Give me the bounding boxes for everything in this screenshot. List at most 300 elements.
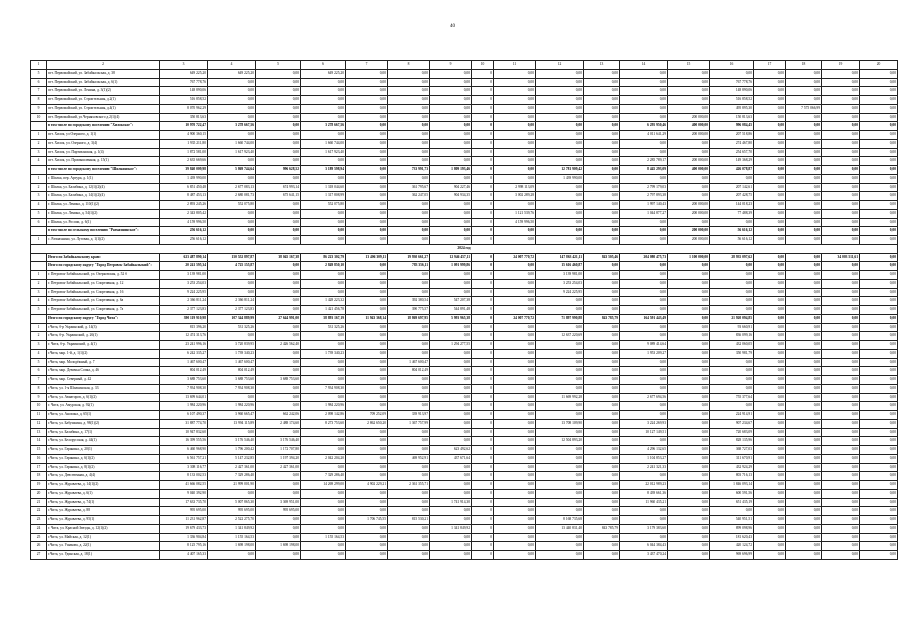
amount-cell: 1 367 757,99: [388, 419, 430, 428]
amount-cell: 0,00: [860, 192, 898, 201]
year-row: [31, 244, 898, 253]
amount-cell: 0,00: [208, 96, 256, 105]
amount-cell: 0,00: [786, 218, 822, 227]
amount-cell: 0,00: [494, 69, 536, 78]
amount-cell: 0,00: [584, 192, 620, 201]
amount-cell: 0,00: [822, 279, 860, 288]
amount-cell: 0,00: [822, 87, 860, 96]
amount-cell: 0,00: [786, 533, 822, 542]
amount-cell: 0,00: [301, 367, 346, 376]
row-number: [31, 262, 47, 271]
amount-cell: 0,00: [786, 279, 822, 288]
amount-cell: 0,00: [786, 131, 822, 140]
table-row: [31, 148, 898, 157]
table-row: [31, 87, 898, 96]
amount-cell: 0,00: [822, 367, 860, 376]
register-table: [30, 60, 898, 560]
row-number: 4: [31, 349, 47, 358]
amount-cell: 0,00: [301, 498, 346, 507]
amount-cell: 0,00: [208, 227, 256, 236]
amount-cell: 0,00: [430, 358, 472, 367]
amount-cell: 0,00: [536, 148, 584, 157]
amount-cell: 207 142,61: [710, 183, 754, 192]
amount-cell: 0,00: [860, 148, 898, 157]
amount-cell: 649 225,20: [301, 69, 346, 78]
amount-cell: 0,00: [388, 498, 430, 507]
amount-cell: 0: [472, 262, 494, 271]
amount-cell: 0,00: [494, 472, 536, 481]
amount-cell: 0,00: [536, 551, 584, 560]
amount-cell: 204 080 475,73: [620, 253, 668, 262]
amount-cell: 0,00: [256, 323, 301, 332]
column-number: 9: [430, 61, 472, 70]
amount-cell: 0,00: [494, 507, 536, 516]
amount-cell: 0,00: [430, 113, 472, 122]
amount-cell: 651 435,19: [710, 498, 754, 507]
amount-cell: 0,00: [584, 419, 620, 428]
amount-cell: 0,00: [256, 227, 301, 236]
table-row: [31, 332, 898, 341]
amount-cell: 0,00: [494, 148, 536, 157]
amount-cell: 0,00: [668, 472, 710, 481]
address-cell: г.Чита, ул. Журавлева, д. 74(1): [47, 498, 160, 507]
amount-cell: 0,00: [754, 87, 786, 96]
amount-cell: 0,00: [668, 78, 710, 87]
amount-cell: 996 628,52: [256, 166, 301, 175]
row-number: 3: [31, 192, 47, 201]
amount-cell: 0: [472, 446, 494, 455]
amount-cell: 0,00: [620, 507, 668, 516]
amount-cell: 0,00: [860, 262, 898, 271]
address-cell: с. Размахнино, ул. Луговая, д. 1(1)(2): [47, 236, 160, 245]
amount-cell: 552 075,80: [301, 201, 346, 210]
amount-cell: 0,00: [860, 209, 898, 218]
amount-cell: 0,00: [710, 376, 754, 385]
amount-cell: 9 040 392,90: [160, 489, 208, 498]
amount-cell: 0,00: [494, 104, 536, 113]
amount-cell: 0,00: [346, 104, 388, 113]
amount-cell: 1 698 198,00: [256, 542, 301, 551]
amount-cell: 0,00: [494, 498, 536, 507]
row-number: 1: [31, 236, 47, 245]
amount-cell: 0,00: [584, 516, 620, 525]
amount-cell: 0,00: [860, 201, 898, 210]
amount-cell: 6 044 384,43: [620, 542, 668, 551]
amount-cell: 0,00: [668, 446, 710, 455]
amount-cell: 0,00: [584, 376, 620, 385]
address-cell: г.Чита, ул. Анохина, д. 65(1): [47, 411, 160, 420]
amount-cell: 390 119 910,98: [160, 314, 208, 323]
amount-cell: 0,00: [786, 157, 822, 166]
amount-cell: 0,00: [786, 454, 822, 463]
amount-cell: 9 224 225,95: [536, 288, 584, 297]
amount-cell: 0,00: [822, 437, 860, 446]
column-number: 17: [754, 61, 786, 70]
column-number: 5: [256, 61, 301, 70]
amount-cell: 0,00: [786, 113, 822, 122]
amount-cell: 0,00: [536, 157, 584, 166]
amount-cell: 600 591,56: [710, 489, 754, 498]
amount-cell: 0,00: [494, 524, 536, 533]
amount-cell: 0,00: [754, 78, 786, 87]
amount-cell: 0,00: [536, 201, 584, 210]
amount-cell: 3 189 598,94: [301, 166, 346, 175]
amount-cell: 0,00: [710, 402, 754, 411]
amount-cell: 899 098,96: [710, 524, 754, 533]
amount-cell: 0,00: [256, 78, 301, 87]
table-row: [31, 183, 898, 192]
address-cell: пгт. Хилок, ул. Озерного, д. 3(4): [47, 139, 160, 148]
amount-cell: 2 241 321,33: [620, 463, 668, 472]
table-row: [31, 306, 898, 315]
amount-cell: 0,00: [346, 454, 388, 463]
amount-cell: 311 670,91: [710, 454, 754, 463]
amount-cell: 0,00: [754, 104, 786, 113]
table-row: [31, 542, 898, 551]
amount-cell: 6 460 968,90: [160, 446, 208, 455]
amount-cell: 0,00: [584, 463, 620, 472]
amount-cell: 8 273 753,60: [301, 419, 346, 428]
amount-cell: 0,00: [301, 524, 346, 533]
amount-cell: 0,00: [430, 236, 472, 245]
amount-cell: 8 070 962,29: [160, 104, 208, 113]
amount-cell: 0,00: [301, 376, 346, 385]
amount-cell: 0,00: [754, 332, 786, 341]
amount-cell: 0,00: [620, 262, 668, 271]
amount-cell: 1 706 745,55: [346, 516, 388, 525]
amount-cell: 1 617 923,40: [208, 148, 256, 157]
row-number: 10: [31, 402, 47, 411]
amount-cell: 0,00: [584, 472, 620, 481]
amount-cell: 0,00: [860, 69, 898, 78]
amount-cell: 0: [472, 113, 494, 122]
amount-cell: 0,00: [301, 218, 346, 227]
row-number: 1: [31, 323, 47, 332]
amount-cell: 0,00: [346, 463, 388, 472]
amount-cell: 0,00: [668, 306, 710, 315]
column-number-row: [31, 61, 898, 70]
amount-cell: 200 000,00: [668, 227, 710, 236]
amount-cell: 0,00: [754, 288, 786, 297]
amount-cell: 0,00: [430, 411, 472, 420]
amount-cell: 0,00: [822, 489, 860, 498]
amount-cell: 1 197 394,20: [256, 454, 301, 463]
address-cell: пгт. Первомайский, ул.Черняховского д.2(1)(4): [47, 113, 160, 122]
amount-cell: 0,00: [388, 332, 430, 341]
amount-cell: 86 223 302,79: [301, 253, 346, 262]
amount-cell: 0: [472, 209, 494, 218]
amount-cell: 0,00: [346, 288, 388, 297]
amount-cell: 0,00: [346, 227, 388, 236]
amount-cell: 0,00: [668, 87, 710, 96]
amount-cell: 0,00: [346, 437, 388, 446]
amount-cell: 0,00: [786, 201, 822, 210]
amount-cell: 0,00: [208, 236, 256, 245]
amount-cell: 0,00: [388, 507, 430, 516]
amount-cell: 0: [472, 174, 494, 183]
amount-cell: 10 947 832,60: [160, 428, 208, 437]
amount-cell: 0,00: [584, 104, 620, 113]
amount-cell: 0,00: [346, 551, 388, 560]
amount-cell: 0,00: [822, 376, 860, 385]
amount-cell: 0,00: [388, 227, 430, 236]
amount-cell: 12 504 893,20: [536, 437, 584, 446]
amount-cell: 0,00: [494, 349, 536, 358]
amount-cell: 20 241 595,34: [160, 262, 208, 271]
amount-cell: 0,00: [536, 87, 584, 96]
amount-cell: 0,00: [754, 454, 786, 463]
amount-cell: 843 785,79: [584, 314, 620, 323]
amount-cell: 1 439 990,00: [160, 174, 208, 183]
amount-cell: 0,00: [668, 411, 710, 420]
amount-cell: 0,00: [301, 271, 346, 280]
row-number: 3: [31, 341, 47, 350]
column-number: 3: [160, 61, 208, 70]
amount-cell: 2 366 811,24: [208, 297, 256, 306]
amount-cell: 0,00: [668, 437, 710, 446]
amount-cell: 0,00: [860, 341, 898, 350]
amount-cell: 426 078,87: [710, 166, 754, 175]
amount-cell: 150 552 897,87: [208, 253, 256, 262]
address-cell: г. Шилка, ул. Ленина, д. 110(1)(2): [47, 201, 160, 210]
table-row: [31, 367, 898, 376]
amount-cell: 0,00: [430, 428, 472, 437]
amount-cell: 623 492,62: [430, 446, 472, 455]
amount-cell: 0,00: [301, 507, 346, 516]
table-row: [31, 174, 898, 183]
amount-cell: 0,00: [256, 262, 301, 271]
amount-cell: 0,00: [668, 419, 710, 428]
amount-cell: 1 984 220,96: [208, 402, 256, 411]
amount-cell: 0,00: [388, 271, 430, 280]
amount-cell: 0,00: [430, 201, 472, 210]
amount-cell: 0,00: [208, 428, 256, 437]
amount-cell: 0,00: [754, 148, 786, 157]
amount-cell: 0: [472, 218, 494, 227]
amount-cell: 0,00: [860, 306, 898, 315]
amount-cell: 0,00: [584, 402, 620, 411]
amount-cell: 0: [472, 411, 494, 420]
amount-cell: 755 377,64: [710, 393, 754, 402]
amount-cell: 0,00: [860, 131, 898, 140]
amount-cell: 0,00: [860, 297, 898, 306]
amount-cell: 0,00: [494, 411, 536, 420]
amount-cell: 0,00: [710, 507, 754, 516]
table-row: [31, 411, 898, 420]
amount-cell: 1 172 707,80: [256, 446, 301, 455]
amount-cell: 495 895,30: [710, 104, 754, 113]
amount-cell: 0,00: [822, 542, 860, 551]
column-number: 1: [31, 61, 47, 70]
amount-cell: 0,00: [584, 166, 620, 175]
row-number: 2: [31, 332, 47, 341]
amount-cell: 0: [472, 498, 494, 507]
amount-cell: 19 930 661,27: [388, 253, 430, 262]
amount-cell: 1 660 744,00: [208, 139, 256, 148]
amount-cell: 3 278 667,56: [301, 122, 346, 131]
amount-cell: 7 934 908,30: [160, 384, 208, 393]
amount-cell: 13 708 109,90: [536, 419, 584, 428]
amount-cell: 0,00: [620, 104, 668, 113]
amount-cell: 0,00: [301, 446, 346, 455]
table-row: [31, 437, 898, 446]
amount-cell: 144 018,23: [710, 201, 754, 210]
amount-cell: 0,00: [668, 376, 710, 385]
amount-cell: 3 688 753,60: [208, 376, 256, 385]
amount-cell: 2 098 142,86: [301, 411, 346, 420]
amount-cell: 0,00: [346, 218, 388, 227]
amount-cell: 1 439 990,00: [536, 174, 584, 183]
amount-cell: 21 920 094,85: [710, 314, 754, 323]
amount-cell: 0,00: [668, 507, 710, 516]
amount-cell: 1 044 877,27: [620, 209, 668, 218]
amount-cell: 13 406 309,11: [346, 253, 388, 262]
amount-cell: 207 428,75: [710, 192, 754, 201]
address-cell: г.Чита, ул. Майская, д. 12(1): [47, 533, 160, 542]
amount-cell: 0,00: [860, 87, 898, 96]
row-number: 13: [31, 428, 47, 437]
amount-cell: 13 440 831,40: [536, 524, 584, 533]
column-number: 12: [536, 61, 584, 70]
amount-cell: 0,00: [494, 551, 536, 560]
amount-cell: 0,00: [494, 454, 536, 463]
amount-cell: 0,00: [786, 411, 822, 420]
amount-cell: 0,00: [786, 472, 822, 481]
amount-cell: 0,00: [256, 113, 301, 122]
amount-cell: 0,00: [584, 157, 620, 166]
amount-cell: 0,00: [430, 271, 472, 280]
amount-cell: 0,00: [754, 411, 786, 420]
amount-cell: 0,00: [754, 253, 786, 262]
amount-cell: 0,00: [786, 236, 822, 245]
amount-cell: 2 427 361,00: [256, 463, 301, 472]
amount-cell: 0,00: [494, 78, 536, 87]
amount-cell: 0,00: [346, 393, 388, 402]
amount-cell: 0,00: [388, 551, 430, 560]
amount-cell: 0,00: [822, 262, 860, 271]
amount-cell: 0,00: [786, 463, 822, 472]
amount-cell: 552 075,80: [208, 201, 256, 210]
amount-cell: 815 396,20: [160, 323, 208, 332]
amount-cell: 0,00: [668, 349, 710, 358]
amount-cell: 0,00: [786, 69, 822, 78]
row-number: 9: [31, 104, 47, 113]
amount-cell: 969 696,99: [710, 551, 754, 560]
amount-cell: 0,00: [494, 341, 536, 350]
table-row: [31, 524, 898, 533]
amount-cell: 0,00: [668, 341, 710, 350]
amount-cell: 0,00: [301, 96, 346, 105]
amount-cell: 0,00: [668, 393, 710, 402]
amount-cell: 0: [472, 236, 494, 245]
amount-cell: 0,00: [584, 139, 620, 148]
amount-cell: 0,00: [301, 104, 346, 113]
amount-cell: 0,00: [430, 402, 472, 411]
amount-cell: 0,00: [536, 472, 584, 481]
amount-cell: 0,00: [208, 174, 256, 183]
amount-cell: 0,00: [208, 113, 256, 122]
amount-cell: 1 336 904,84: [160, 533, 208, 542]
amount-cell: 0: [472, 533, 494, 542]
amount-cell: 2 680 081,73: [208, 192, 256, 201]
amount-cell: 0,00: [301, 341, 346, 350]
amount-cell: 803 716,13: [710, 472, 754, 481]
amount-cell: 0,00: [494, 402, 536, 411]
amount-cell: 1 421 456,78: [301, 306, 346, 315]
amount-cell: 0,00: [536, 297, 584, 306]
amount-cell: 11 960 435,21: [620, 498, 668, 507]
amount-cell: 0,00: [754, 262, 786, 271]
amount-cell: 0,00: [208, 393, 256, 402]
amount-cell: 0,00: [430, 542, 472, 551]
table-row: [31, 402, 898, 411]
row-number: [31, 166, 47, 175]
amount-cell: 0,00: [494, 393, 536, 402]
amount-cell: 0,00: [786, 341, 822, 350]
amount-cell: 0,00: [754, 279, 786, 288]
amount-cell: 0,00: [256, 297, 301, 306]
amount-cell: 0,00: [754, 367, 786, 376]
amount-cell: 0,00: [494, 157, 536, 166]
amount-cell: 0,00: [301, 87, 346, 96]
amount-cell: 0,00: [668, 542, 710, 551]
amount-cell: 0,00: [860, 419, 898, 428]
amount-cell: 0,00: [754, 393, 786, 402]
amount-cell: 0,00: [754, 358, 786, 367]
column-number: 14: [620, 61, 668, 70]
amount-cell: 0,00: [754, 384, 786, 393]
amount-cell: 904 934,35: [430, 192, 472, 201]
amount-cell: 8 487 453,13: [160, 192, 208, 201]
amount-cell: 531 325,26: [208, 323, 256, 332]
amount-cell: 0,00: [584, 279, 620, 288]
amount-cell: 0,00: [786, 297, 822, 306]
amount-cell: 544 891,48: [430, 306, 472, 315]
amount-cell: 0,00: [301, 463, 346, 472]
amount-cell: 24 007 770,72: [494, 253, 536, 262]
amount-cell: 0,00: [584, 481, 620, 490]
amount-cell: 0,00: [710, 384, 754, 393]
table-row: [31, 376, 898, 385]
amount-cell: 3 308 116,77: [160, 463, 208, 472]
amount-cell: 0,00: [346, 297, 388, 306]
amount-cell: 0,00: [388, 69, 430, 78]
amount-cell: 0,00: [208, 104, 256, 113]
amount-cell: 0,00: [536, 227, 584, 236]
column-number: 18: [786, 61, 822, 70]
amount-cell: 0,00: [786, 227, 822, 236]
amount-cell: 150 813,63: [710, 113, 754, 122]
amount-cell: 1 341 849,92: [208, 524, 256, 533]
amount-cell: 0,00: [301, 113, 346, 122]
amount-cell: 7 329 286,40: [301, 472, 346, 481]
amount-cell: 0,00: [786, 437, 822, 446]
amount-cell: 0,00: [860, 271, 898, 280]
amount-cell: 0,00: [860, 454, 898, 463]
address-cell: в том числе по городскому поселению "Шилкинское":: [47, 166, 160, 175]
amount-cell: 0,00: [860, 349, 898, 358]
amount-cell: 0,00: [754, 446, 786, 455]
amount-cell: 0,00: [494, 279, 536, 288]
amount-cell: 0,00: [430, 376, 472, 385]
amount-cell: 0,00: [668, 218, 710, 227]
amount-cell: 0,00: [430, 419, 472, 428]
amount-cell: 77 488,39: [710, 209, 754, 218]
amount-cell: 0,00: [256, 551, 301, 560]
amount-cell: 0,00: [620, 323, 668, 332]
address-cell: г.Чита, б-р. Украинский, д. 26(1): [47, 332, 160, 341]
amount-cell: 0,00: [208, 78, 256, 87]
